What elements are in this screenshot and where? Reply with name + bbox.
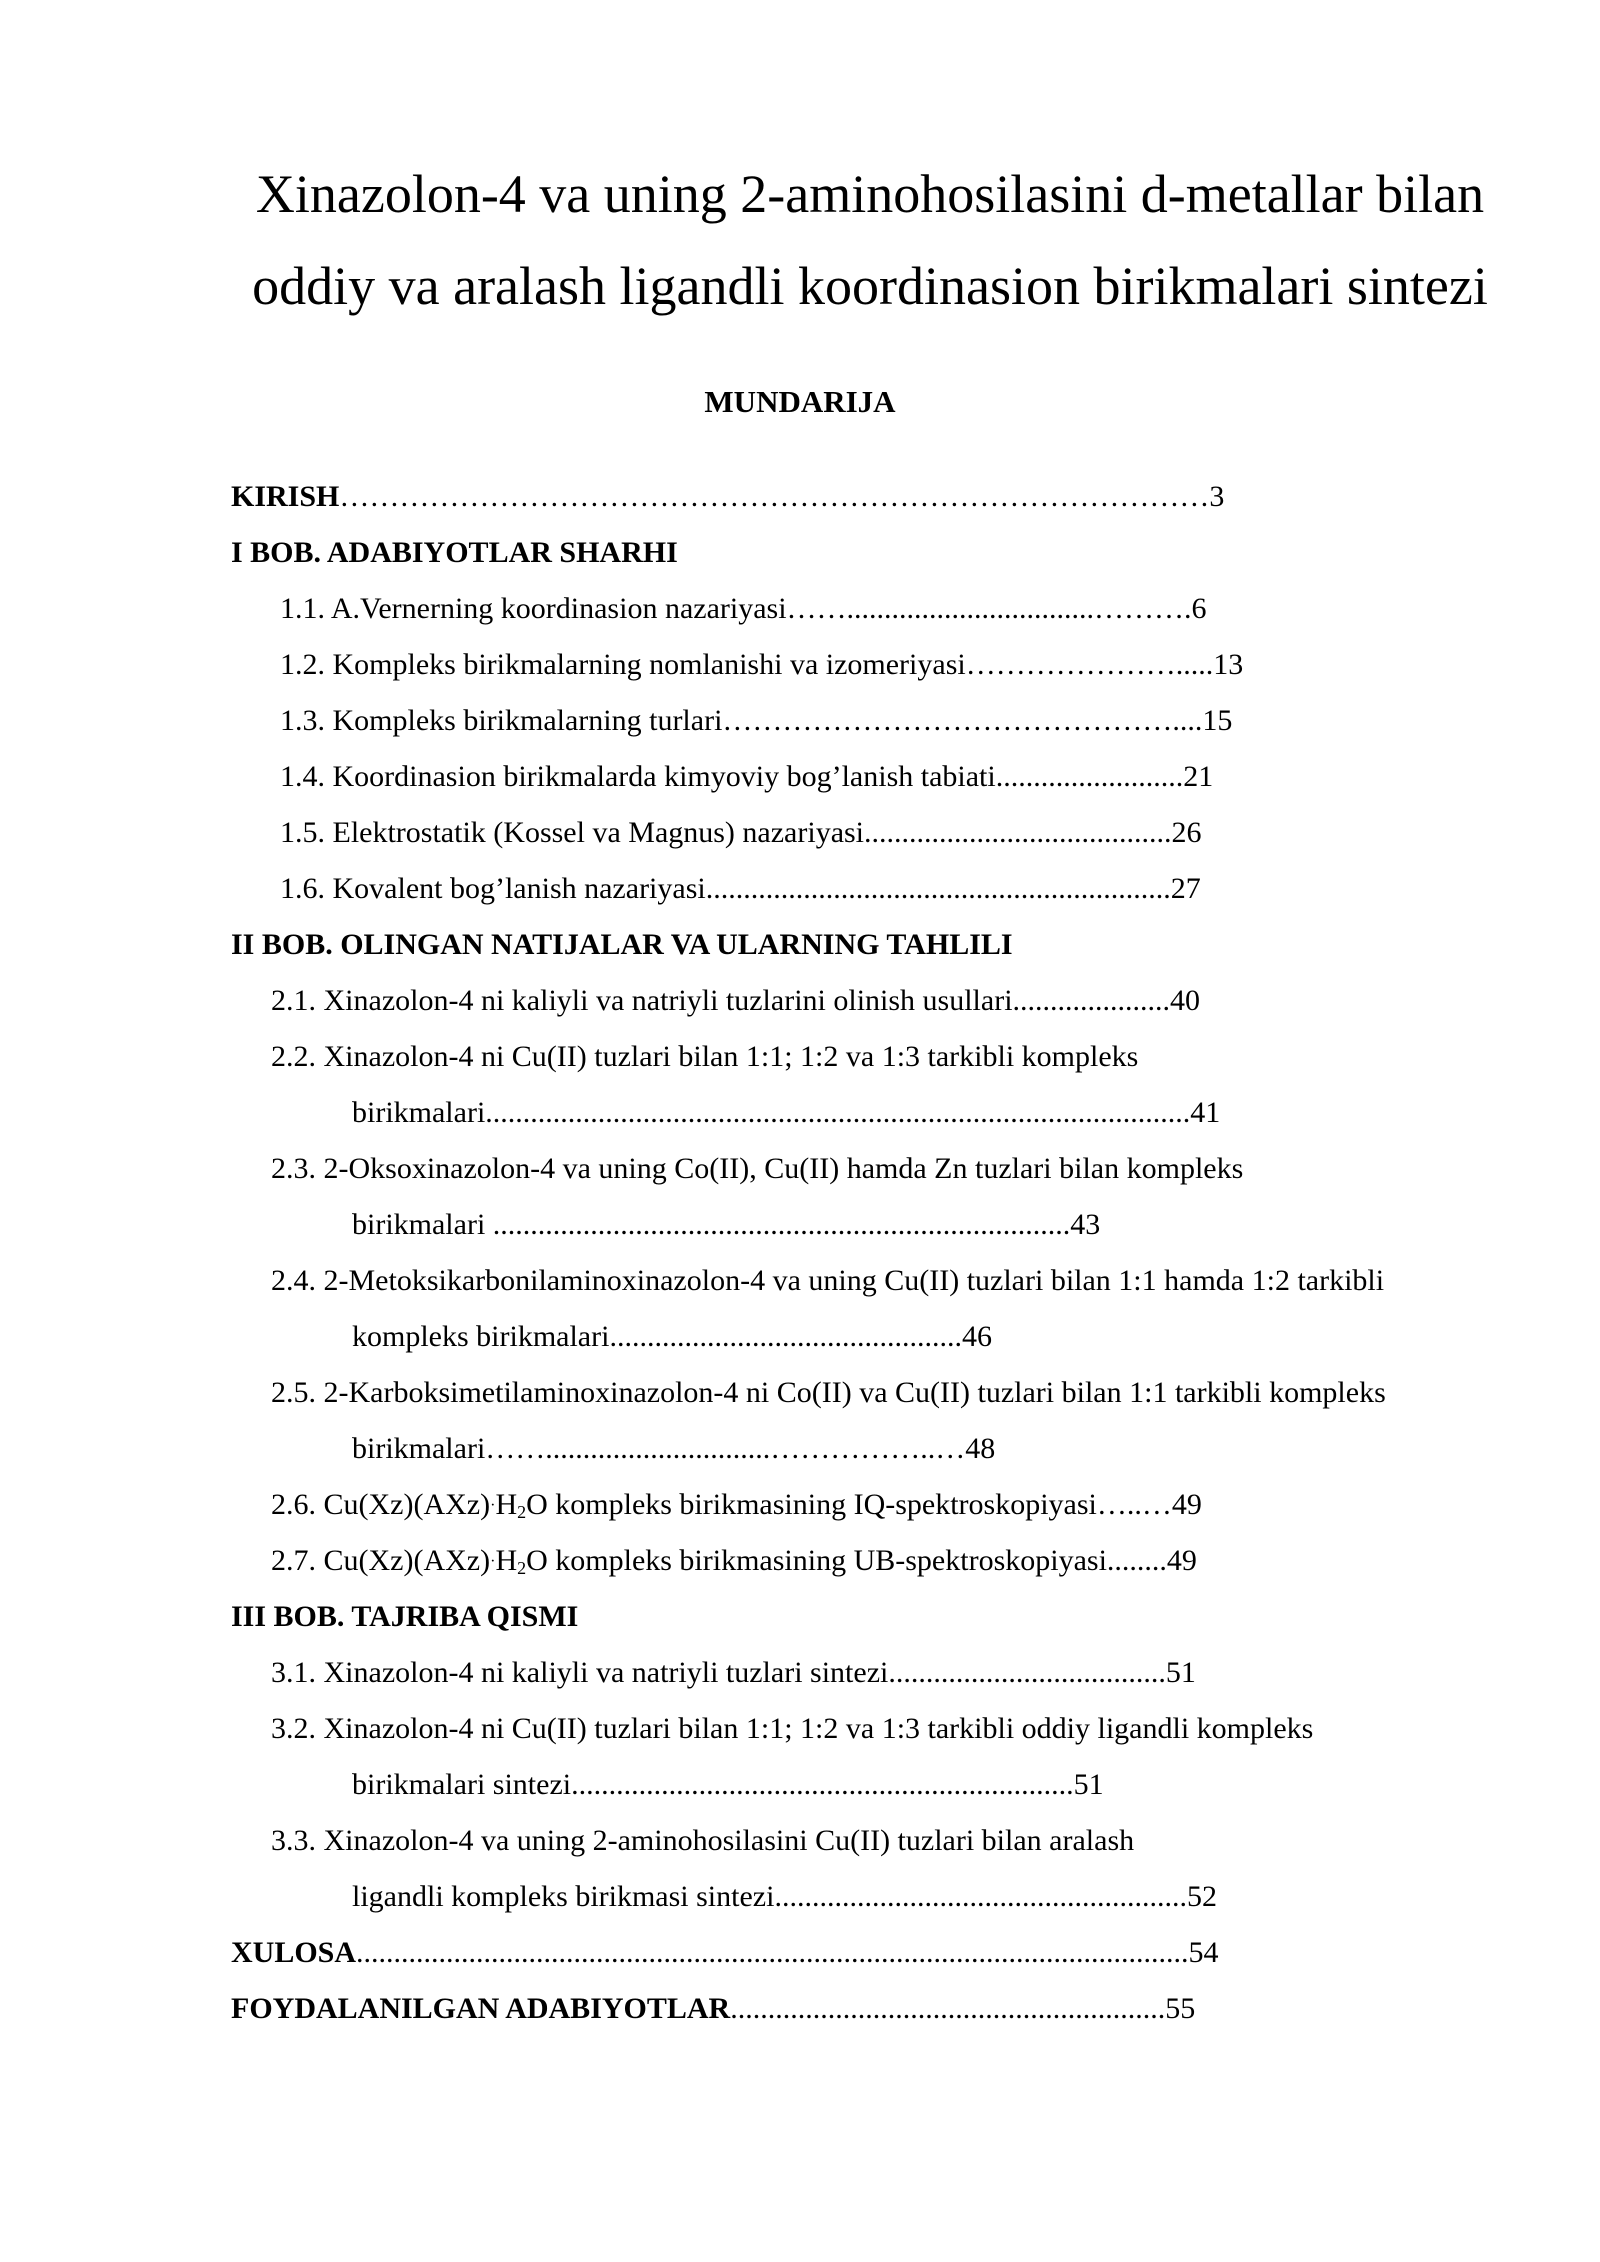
toc-entry-1-4: 1.4. Koordinasion birikmalarda kimyoviy bog’lanish tabiati.........................21 xyxy=(280,760,1214,793)
toc-entry-3-3-line1: 3.3. Xinazolon-4 va uning 2-aminohosilasini Cu(II) tuzlari bilan aralash xyxy=(271,1824,1135,1857)
toc-entry-1-5: 1.5. Elektrostatik (Kossel va Magnus) nazariyasi.........................................26 xyxy=(280,816,1202,849)
toc-entry-leader: ..........................................................55 xyxy=(730,1992,1196,2025)
toc-heading: MUNDARIJA xyxy=(704,384,896,419)
formula-subscript: 2 xyxy=(517,1502,527,1522)
toc-entry-leader: ...............................................................................................................54 xyxy=(356,1936,1219,1969)
toc-entry-1-3: 1.3. Kompleks birikmalarning turlari………………………………………....15 xyxy=(280,704,1233,737)
toc-entry-label: KIRISH xyxy=(231,480,340,513)
formula-h: H xyxy=(495,1488,518,1521)
toc-entry-2-6 xyxy=(271,1485,1202,1530)
toc-entry-3-1: 3.1. Xinazolon-4 ni kaliyli va natriyli tuzlari sintezi.....................................51 xyxy=(271,1656,1196,1689)
toc-entry-2-5-line1: 2.5. 2-Karboksimetilaminoxinazolon-4 ni Co(II) va Cu(II) tuzlari bilan 1:1 tarkibli kompleks xyxy=(271,1376,1386,1409)
toc-entry-1-1: 1.1. A.Vernerning koordinasion nazariyasi…….................................……….6 xyxy=(280,592,1207,625)
toc-entry-leader: ……………………………………………………………………………3 xyxy=(339,480,1225,513)
toc-entry-2-4-line1: 2.4. 2-Metoksikarbonilaminoxinazolon-4 va uning Cu(II) tuzlari bilan 1:1 hamda 1:2 tarkibli xyxy=(271,1264,1385,1297)
formula-h: H xyxy=(495,1544,518,1577)
toc-entry-2-3-line2: birikmalari .............................................................................43 xyxy=(352,1208,1101,1241)
hydrate-dot: · xyxy=(490,1553,496,1570)
toc-entry-text: 2.7. Cu(Xz)(AXz) xyxy=(271,1544,491,1577)
formula-subscript: 2 xyxy=(517,1558,527,1578)
toc-entry-3-3-line2: ligandli kompleks birikmasi sintezi.......................................................52 xyxy=(352,1880,1217,1913)
toc-chapter-3: III BOB. TAJRIBA QISMI xyxy=(231,1600,579,1633)
toc-entry-text: 2.6. Cu(Xz)(AXz) xyxy=(271,1488,491,1521)
toc-entry-1-2: 1.2. Kompleks birikmalarning nomlanishi va izomeriyasi………………….....13 xyxy=(280,648,1244,681)
toc-entry-text: O kompleks birikmasining UB-spektroskopiyasi........49 xyxy=(526,1544,1197,1577)
toc-entry-text: O kompleks birikmasining IQ-spektroskopiyasi…..…49 xyxy=(526,1488,1202,1521)
toc-entry-2-4-line2: kompleks birikmalari...............................................46 xyxy=(352,1320,992,1353)
toc-entry-label: XULOSA xyxy=(231,1936,357,1969)
title-line-2: oddiy va aralash ligandli koordinasion birikmalari sintezi xyxy=(252,256,1488,316)
toc-chapter-1: I BOB. ADABIYOTLAR SHARHI xyxy=(231,536,678,569)
hydrate-dot: · xyxy=(490,1497,496,1514)
toc-entry-kirish xyxy=(231,477,1224,517)
toc-entry-2-3-line1: 2.3. 2-Oksoxinazolon-4 va uning Co(II), Cu(II) hamda Zn tuzlari bilan kompleks xyxy=(271,1152,1244,1185)
toc-entry-adabiyotlar xyxy=(231,1989,1195,2029)
toc-entry-2-5-line2: birikmalari……..............................……………..…48 xyxy=(352,1432,996,1465)
toc-chapter-2: II BOB. OLINGAN NATIJALAR VA ULARNING TAHLILI xyxy=(231,928,1013,961)
toc-entry-3-2-line1: 3.2. Xinazolon-4 ni Cu(II) tuzlari bilan 1:1; 1:2 va 1:3 tarkibli oddiy ligandli kompleks xyxy=(271,1712,1314,1745)
toc-entry-2-2-line1: 2.2. Xinazolon-4 ni Cu(II) tuzlari bilan 1:1; 1:2 va 1:3 tarkibli kompleks xyxy=(271,1040,1139,1073)
toc-entry-1-6: 1.6. Kovalent bog’lanish nazariyasi..............................................................27 xyxy=(280,872,1201,905)
toc-entry-xulosa xyxy=(231,1933,1219,1973)
title-line-1: Xinazolon-4 va uning 2-aminohosilasini d-metallar bilan xyxy=(255,164,1485,224)
document-title xyxy=(220,148,1520,332)
toc-entry-label: FOYDALANILGAN ADABIYOTLAR xyxy=(231,1992,731,2025)
toc-entry-2-1: 2.1. Xinazolon-4 ni kaliyli va natriyli tuzlarini olinish usullari.....................40 xyxy=(271,984,1201,1017)
toc-entry-2-2-line2: birikmalari..............................................................................................41 xyxy=(352,1096,1221,1129)
toc-entry-3-2-line2: birikmalari sintezi...................................................................51 xyxy=(352,1768,1104,1801)
toc-entry-2-7 xyxy=(271,1541,1197,1586)
